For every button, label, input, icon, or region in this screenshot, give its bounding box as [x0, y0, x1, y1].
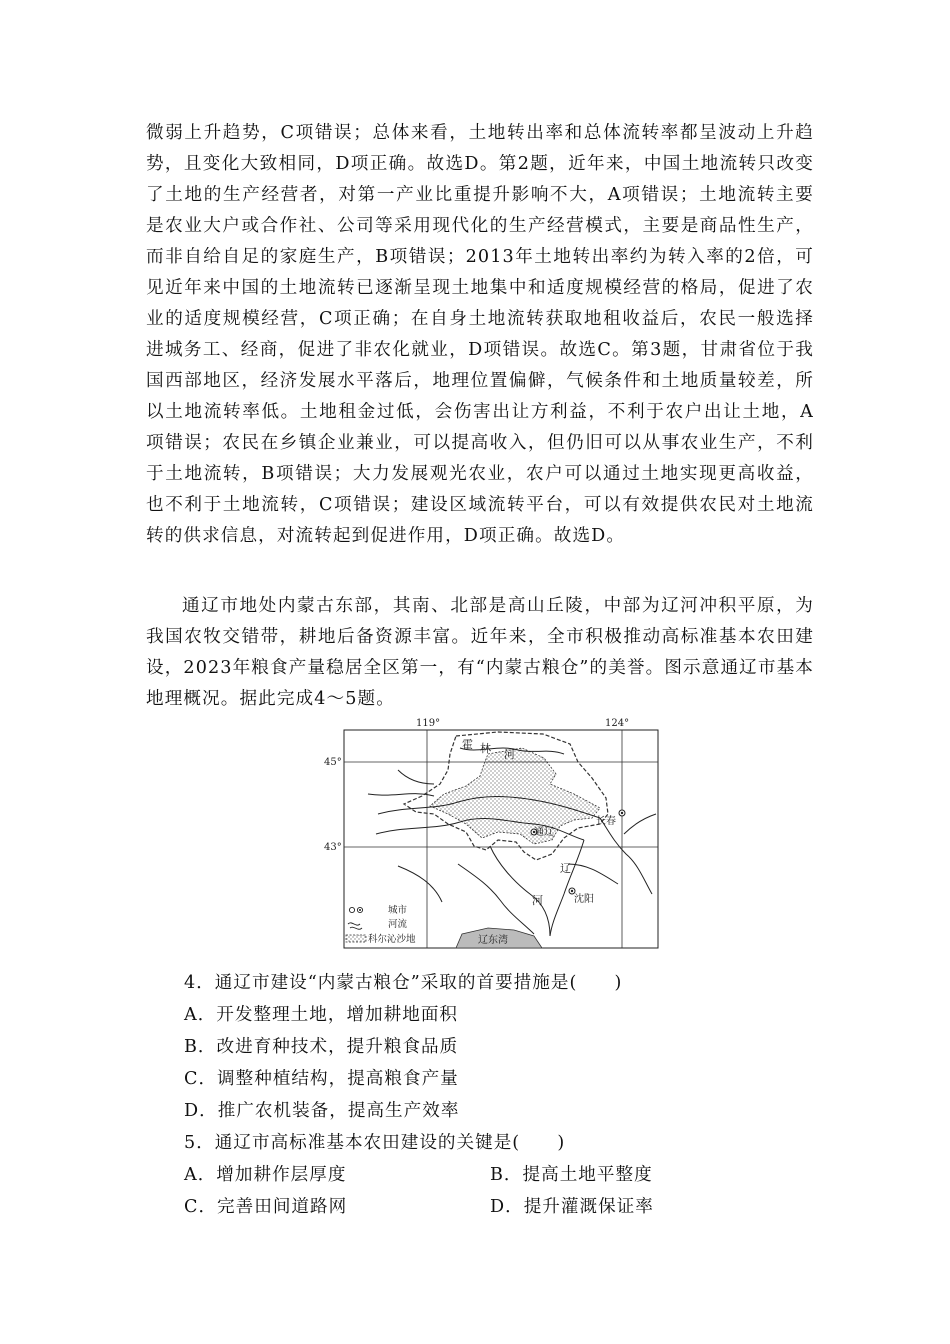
- question-4-option-b: B．改进育种技术，提升粮食品质: [184, 1037, 459, 1057]
- question-4-stem: 4．通辽市建设“内蒙古粮仓”采取的首要措施是( ): [184, 973, 623, 993]
- question-5-stem: 5．通辽市高标准基本农田建设的关键是( ): [184, 1133, 566, 1153]
- answer-explanation: 微弱上升趋势，C项错误；总体来看，土地转出率和总体流转率都呈波动上升趋势，且变化大致相同，D项正确。故选D。第2题，近年来，中国土地流转只改变了土地的生产经营者，对第一产业比重提升影响不大，A项错误；土地流转主要是农业大户或合作社、公司等采用现代化的生产经营模式，主要是商品性生产，而非自给自足的家庭生产，B项错误；2013年土地转出率约为转入率的2倍，可见近年来中国的土地流转已逐渐呈现土地集中和适度规模经营的格局，促进了农业的适度规模经营，C项正确；在自身土地流转获取地租收益后，农民一般选择进城务工、经商，促进了非农化就业，D项错误。故选C。第3题，甘肃省位于我国西部地区，经济发展水平落后，地理位置偏僻，气候条件和土地质量较差，所以土地流转率低。土地租金过低，会伤害出让方利益，不利于农户出让土地，A项错误；农民在乡镇企业兼业，可以提高收入，但仍旧可以从事农业生产，不利于土地流转，B项错误；大力发展观光农业，农户可以通过土地实现更高收益，也不利于土地流转，C项错误；建设区域流转平台，可以有效提供农民对土地流转的供求信息，对流转起到促进作用，D项正确。故选D。: [146, 123, 814, 546]
- label-changchun: 长春: [596, 816, 616, 827]
- label-he: 河: [532, 894, 543, 907]
- lat-label-43: 43°: [324, 842, 342, 853]
- label-liao: 辽: [560, 862, 571, 875]
- label-huolin-1: 霍: [462, 738, 473, 751]
- question-4-option-c: C．调整种植结构，提高粮食产量: [184, 1069, 459, 1089]
- label-liaodong-bay: 辽东湾: [478, 935, 508, 946]
- lon-label-124: 124°: [605, 718, 630, 729]
- lon-label-119: 119°: [416, 718, 441, 729]
- question-5-option-b: B．提高土地平整度: [490, 1165, 653, 1185]
- lat-label-45: 45°: [324, 757, 342, 768]
- label-huolin-2: 林: [480, 742, 491, 755]
- question-intro: 通辽市地处内蒙古东部，其南、北部是高山丘陵，中部为辽河冲积平原，为我国农牧交错带，耕地后备资源丰富。近年来，全市积极推动高标准基本农田建设，2023年粮食产量稳居全区第一，有“内蒙古粮仓”的美誉。图示意通辽市基本地理概况。据此完成4～5题。: [146, 596, 814, 709]
- question-5-option-c: C．完善田间道路网: [184, 1197, 348, 1217]
- question-5-option-d: D．提升灌溉保证率: [490, 1197, 654, 1217]
- label-shenyang: 沈阳: [574, 894, 594, 905]
- legend-city: 城市: [388, 905, 408, 916]
- legend-river: 河流: [388, 919, 408, 930]
- label-huolin-3: 河: [504, 748, 515, 761]
- question-5-option-a: A．增加耕作层厚度: [184, 1165, 347, 1185]
- question-4-option-d: D．推广农机装备，提高生产效率: [184, 1101, 460, 1121]
- question-4-option-a: A．开发整理土地，增加耕地面积: [184, 1005, 459, 1025]
- label-tongliao: 通辽: [534, 827, 554, 838]
- tongliao-map: [324, 714, 662, 950]
- legend-sandy-land: 科尔沁沙地: [368, 934, 416, 945]
